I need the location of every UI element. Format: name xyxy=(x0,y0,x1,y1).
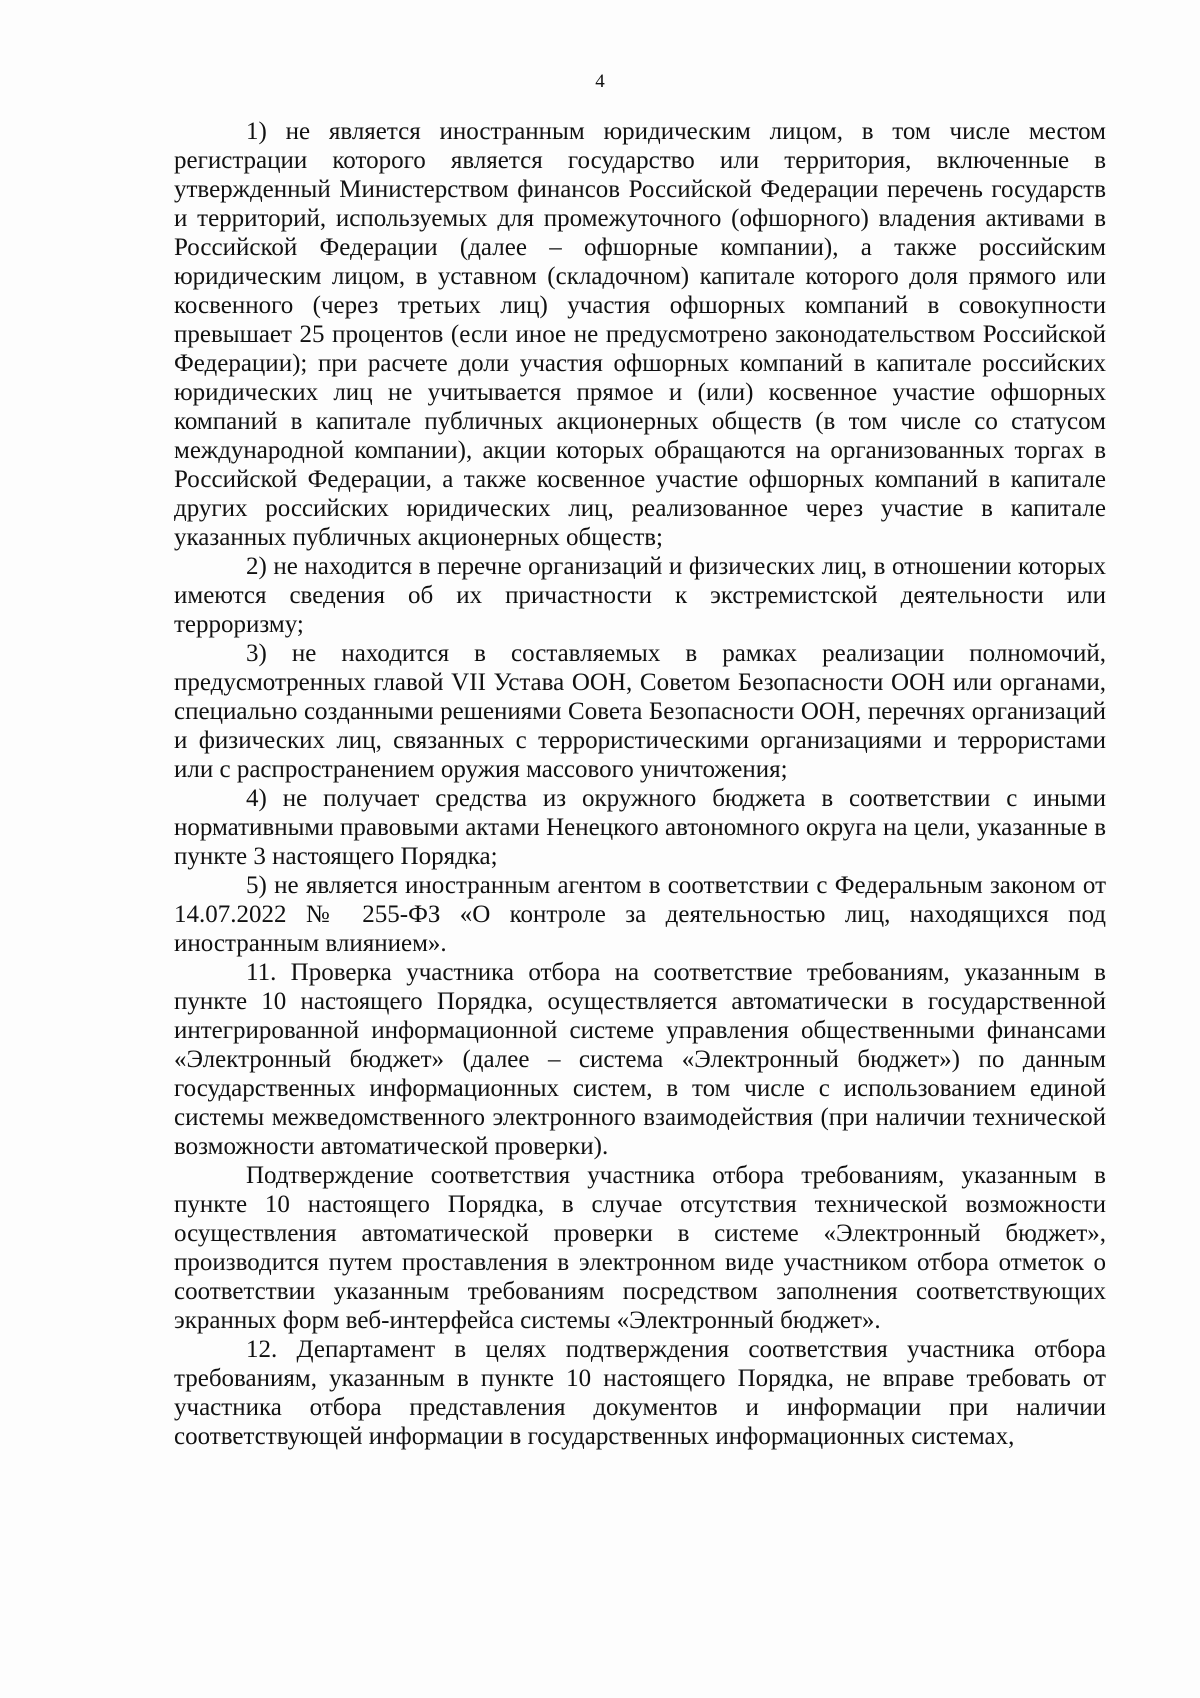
document-body xyxy=(174,117,1106,1451)
paragraph-item-2: 2) не находится в перечне организаций и физических лиц, в отношении которых имеются сведения об их причастности к экстремистской деятельности или терроризму; xyxy=(174,553,1106,638)
paragraph-section-11: 11. Проверка участника отбора на соответствие требованиям, указанным в пункте 10 настоящего Порядка, осуществляется автоматически в государственной интегрированной информационной системе управления общественными финансами «Электронный бюджет» (далее – система «Электронный бюджет») по данным государственных информационных систем, в том числе с использованием единой системы межведомственного электронного взаимодействия (при наличии технической возможности автоматической проверки). xyxy=(174,959,1106,1160)
paragraph-confirmation: Подтверждение соответствия участника отбора требованиям, указанным в пункте 10 настоящего Порядка, в случае отсутствия технической возможности осуществления автоматической проверки в системе «Электронный бюджет», производится путем проставления в электронном виде участником отбора отметок о соответствии указанным требованиям посредством заполнения соответствующих экранных форм веб-интерфейса системы «Электронный бюджет». xyxy=(174,1162,1106,1334)
paragraph-item-5: 5) не является иностранным агентом в соответствии с Федеральным законом от 14.07.2022 № 255-ФЗ «О контроле за деятельностью лиц, находящихся под иностранным влиянием». xyxy=(174,872,1106,957)
paragraph-item-3: 3) не находится в составляемых в рамках реализации полномочий, предусмотренных главой VII Устава ООН, Советом Безопасности ООН или органами, специально созданными решениями Совета Безопасности ООН, перечнях организаций и физических лиц, связанных с террористическими организациями и террористами или с распространением оружия массового уничтожения; xyxy=(174,640,1106,783)
paragraph-item-4: 4) не получает средства из окружного бюджета в соответствии с иными нормативными правовыми актами Ненецкого автономного округа на цели, указанные в пункте 3 настоящего Порядка; xyxy=(174,785,1106,870)
page-number: 4 xyxy=(595,71,605,92)
paragraph-item-1: 1) не является иностранным юридическим лицом, в том числе местом регистрации которого является государство или территория, включенные в утвержденный Министерством финансов Российской Федерации перечень государств и территорий, используемых для промежуточного (офшорного) владения активами в Российской Федерации (далее – офшорные компании), а также российским юридическим лицом, в уставном (складочном) капитале которого доля прямого или косвенного (через третьих лиц) участия офшорных компаний в совокупности превышает 25 процентов (если иное не предусмотрено законодательством Российской Федерации); при расчете доли участия офшорных компаний в капитале российских юридических лиц не учитывается прямое и (или) косвенное участие офшорных компаний в капитале публичных акционерных обществ (в том числе со статусом международной компании), акции которых обращаются на организованных торгах в Российской Федерации, а также косвенное участие офшорных компаний в капитале других российских юридических лиц, реализованное через участие в капитале указанных публичных акционерных обществ; xyxy=(174,118,1106,551)
paragraph-section-12: 12. Департамент в целях подтверждения соответствия участника отбора требованиям, указанным в пункте 10 настоящего Порядка, не вправе требовать от участника отбора представления документов и информации при наличии соответствующей информации в государственных информационных системах, xyxy=(174,1336,1106,1450)
